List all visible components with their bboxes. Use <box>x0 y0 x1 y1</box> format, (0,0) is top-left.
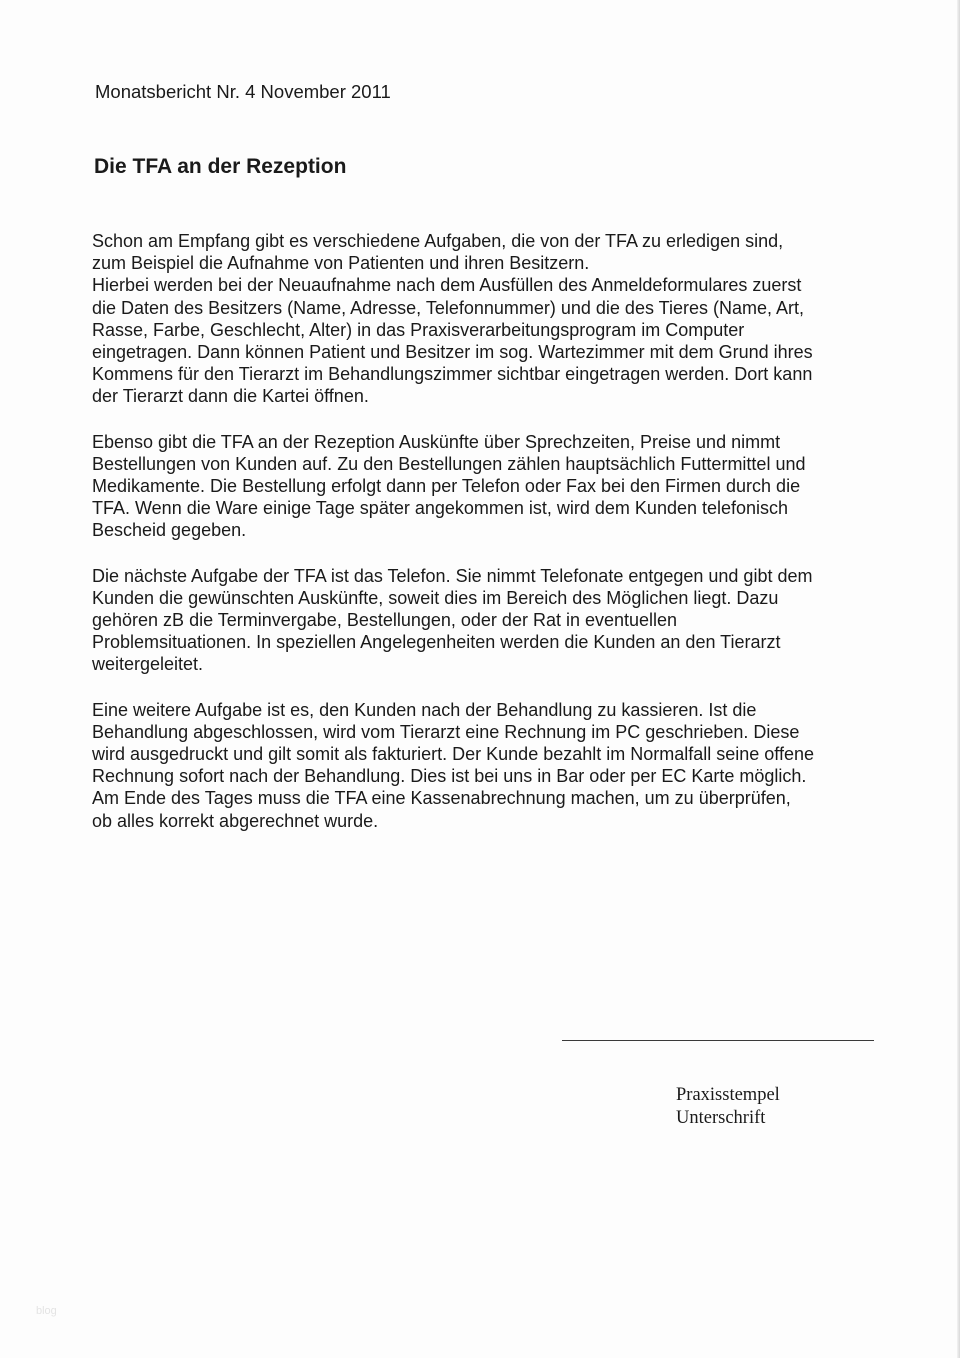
text-line: die Daten des Besitzers (Name, Adresse, Telefonnummer) und die des Tieres (Name, Art, <box>92 297 804 318</box>
text-line: Medikamente. Die Bestellung erfolgt dann per Telefon oder Fax bei den Firmen durch die <box>92 476 801 497</box>
paragraph-billing <box>92 699 882 832</box>
text-line: Bestellungen von Kunden auf. Zu den Bestellungen zählen hauptsächlich Futtermittel und <box>92 453 806 474</box>
text-line: Rasse, Farbe, Geschlecht, Alter) in das Praxisverarbeitungsprogram im Computer <box>92 319 745 340</box>
text-line: Bescheid gegeben. <box>92 520 247 541</box>
text-line: Ebenso gibt die TFA an der Rezeption Auskünfte über Sprechzeiten, Preise und nimmt <box>92 431 781 452</box>
text-line: Hierbei werden bei der Neuaufnahme nach dem Ausfüllen des Anmeldeformulares zuerst <box>92 275 802 296</box>
text-line: gehören zB die Terminvergabe, Bestellungen, oder der Rat in eventuellen <box>92 610 678 631</box>
text-line: eingetragen. Dann können Patient und Besitzer im sog. Wartezimmer mit dem Grund ihres <box>92 342 813 363</box>
text-line: TFA. Wenn die Ware einige Tage später angekommen ist, wird dem Kunden telefonisch <box>92 498 789 519</box>
text-line: Schon am Empfang gibt es verschiedene Aufgaben, die von der TFA zu erledigen sind, <box>92 231 784 251</box>
paragraph-reception-intake <box>92 230 882 408</box>
document-body <box>92 230 882 855</box>
report-header: Monatsbericht Nr. 4 November 2011 <box>95 81 391 102</box>
text-line: zum Beispiel die Aufnahme von Patienten und ihren Besitzern. <box>92 253 590 274</box>
text-line: Am Ende des Tages muss die TFA eine Kassenabrechnung machen, um zu überprüfen, <box>92 788 791 809</box>
paragraph-telephone <box>92 565 882 676</box>
watermark: blog <box>36 1305 57 1317</box>
text-line: Rechnung sofort nach der Behandlung. Dies ist bei uns in Bar oder per EC Karte möglich. <box>92 766 807 787</box>
signature-label: Unterschrift <box>676 1108 766 1128</box>
stamp-label: Praxisstempel <box>676 1085 780 1105</box>
paragraph-orders <box>92 431 882 542</box>
signature-block <box>676 1084 780 1130</box>
document-title: Die TFA an der Rezeption <box>94 155 347 178</box>
text-line: Kommens für den Tierarzt im Behandlungszimmer sichtbar eingetragen werden. Dort kann <box>92 364 813 385</box>
text-line: ob alles korrekt abgerechnet wurde. <box>92 810 379 831</box>
text-line: Eine weitere Aufgabe ist es, den Kunden nach der Behandlung zu kassieren. Ist die <box>92 699 757 720</box>
text-line: Behandlung abgeschlossen, wird vom Tierarzt eine Rechnung im PC geschrieben. Diese <box>92 721 800 742</box>
text-line: der Tierarzt dann die Kartei öffnen. <box>92 386 369 407</box>
text-line: Kunden die gewünschten Auskünfte, soweit dies im Bereich des Möglichen liegt. Dazu <box>92 587 779 608</box>
text-line: Problemsituationen. In speziellen Angelegenheiten werden die Kunden an den Tierarzt <box>92 632 781 653</box>
text-line: weitergeleitet. <box>92 654 204 675</box>
text-line: Die nächste Aufgabe der TFA ist das Telefon. Sie nimmt Telefonate entgegen und gibt dem <box>92 565 813 586</box>
signature-line <box>562 1040 874 1041</box>
text-line: wird ausgedruckt und gilt somit als fakturiert. Der Kunde bezahlt im Normalfall seine offene <box>92 744 815 765</box>
